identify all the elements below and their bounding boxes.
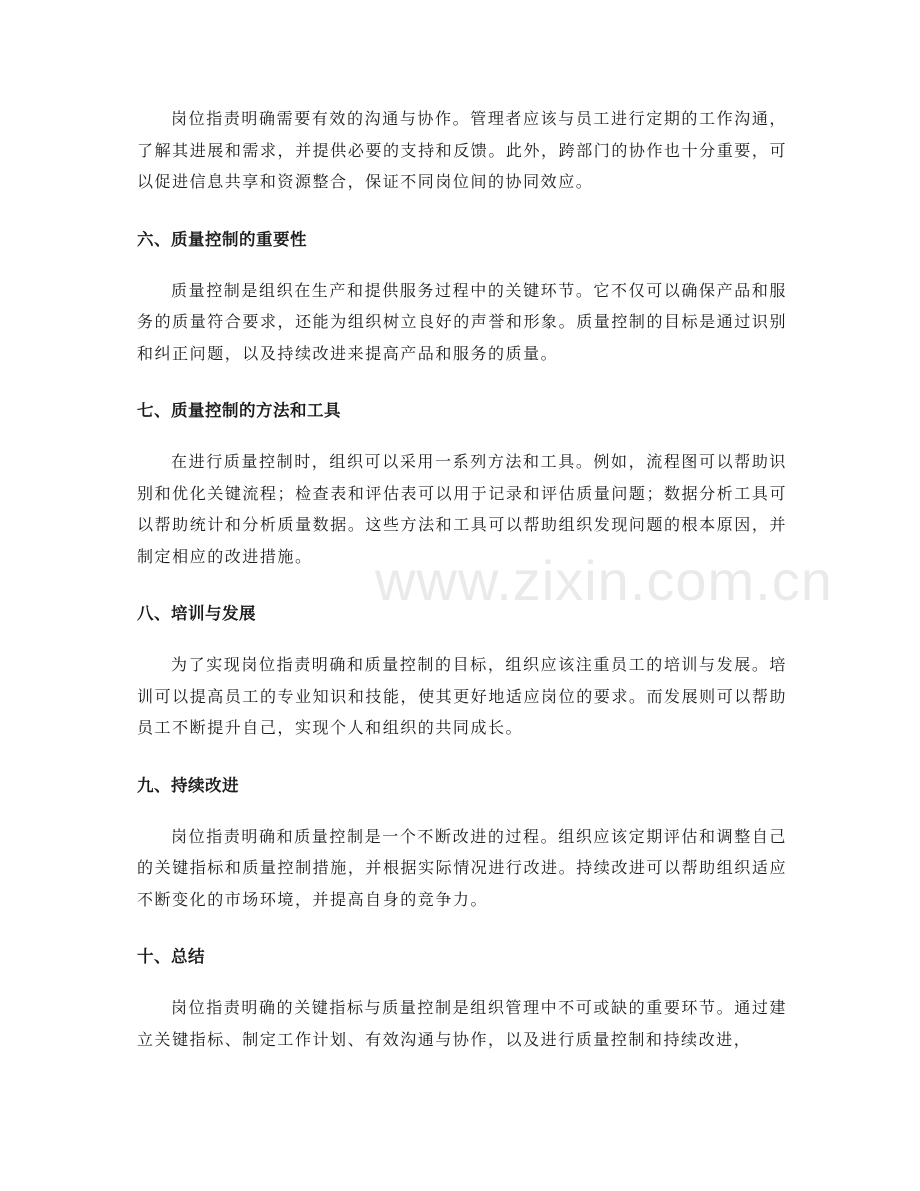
paragraph-quality-importance: 质量控制是组织在生产和提供服务过程中的关键环节。它不仅可以确保产品和服务的质量符合要求，还能为组织树立良好的声誉和形象。质量控制的目标是通过识别和纠正问题，以及持续改进来提高产品和服务的质量。 (137, 280, 787, 363)
section-heading-8: 八、培训与发展 (137, 604, 256, 623)
watermark: www.zixin.com.cn (375, 549, 833, 612)
paragraph-improvement: 岗位指责明确和质量控制是一个不断改进的过程。组织应该定期评估和调整自己的关键指标和质量控制措施，并根据实际情况进行改进。持续改进可以帮助组织适应不断变化的市场环境，并提高自身的竞争力。 (137, 826, 787, 909)
section-heading-7: 七、质量控制的方法和工具 (137, 401, 341, 420)
paragraph-communication: 岗位指责明确需要有效的沟通与协作。管理者应该与员工进行定期的工作沟通，了解其进展和需求，并提供必要的支持和反馈。此外，跨部门的协作也十分重要，可以促进信息共享和资源整合，保证不同岗位间的协同效应。 (137, 109, 787, 191)
paragraph-quality-methods: 在进行质量控制时，组织可以采用一系列方法和工具。例如，流程图可以帮助识别和优化关键流程；检查表和评估表可以用于记录和评估质量问题；数据分析工具可以帮助统计和分析质量数据。这些方法和工具可以帮助组织发现问题的根本原因，并制定相应的改进措施。 (137, 452, 787, 566)
paragraph-training: 为了实现岗位指责明确和质量控制的目标，组织应该注重员工的培训与发展。培训可以提高员工的专业知识和技能，使其更好地适应岗位的要求。而发展则可以帮助员工不断提升自己，实现个人和组织的共同成长。 (137, 655, 787, 737)
document-body (137, 103, 787, 1055)
section-heading-9: 九、持续改进 (137, 775, 239, 795)
section-heading-6: 六、质量控制的重要性 (137, 229, 307, 249)
paragraph-summary: 岗位指责明确的关键指标与质量控制是组织管理中不可或缺的重要环节。通过建立关键指标、制定工作计划、有效沟通与协作，以及进行质量控制和持续改进， (137, 998, 787, 1049)
section-heading-10: 十、总结 (137, 947, 205, 966)
